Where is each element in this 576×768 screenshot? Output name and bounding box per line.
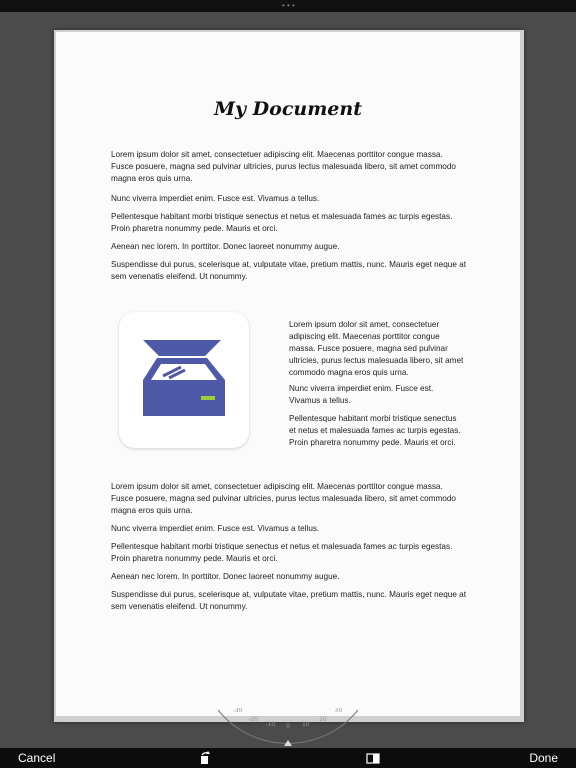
done-button[interactable]: Done: [529, 751, 558, 765]
paragraph: Pellentesque habitant morbi tristique senectus et netus et malesuada fames ac turpis egestas. Proin pharetra nonummy pede. Mauris et orci.: [289, 414, 461, 447]
paragraph: Lorem ipsum dolor sit amet, consectetuer adipiscing elit. Maecenas porttitor congue massa. Fusce posuere, magna sed pulvinar ultricies, purus lectus malesuada libero, sit amet commodo magna eros quis urna.: [289, 320, 464, 377]
paragraph: Pellentesque habitant morbi tristique senectus et netus et malesuada fames ac turpis egestas. Proin pharetra nonummy pede. Mauris et orci.: [111, 212, 453, 233]
dial-tick-label: 30: [334, 708, 343, 715]
scan-preview: [0, 12, 576, 748]
paragraph: Lorem ipsum dolor sit amet, consectetuer adipiscing elit. Maecenas porttitor congue massa. Fusce posuere, magna sed pulvinar ultricies, purus lectus malesuada libero, sit amet commodo magna eros quis urna.: [111, 150, 456, 183]
paragraph: Nunc viverra imperdiet enim. Fusce est. Vivamus a tellus.: [111, 524, 320, 533]
cancel-button[interactable]: Cancel: [18, 751, 56, 765]
document-title: My Document: [213, 98, 362, 120]
paragraph: Suspendisse dui purus, scelerisque at, vulputate vitae, pretium mattis, nunc. Mauris eget neque at sem venenatis eleifend. Ut nonummy.: [111, 590, 466, 611]
scanner-app-image: [119, 312, 249, 448]
dial-tick-label: -20: [248, 715, 259, 723]
dial-tick-label: 20: [319, 715, 327, 723]
scanner-icon: [141, 340, 227, 420]
bottom-toolbar: [0, 748, 576, 768]
paragraph: Nunc viverra imperdiet enim. Fusce est. Vivamus a tellus.: [111, 194, 320, 203]
scanned-page[interactable]: [56, 32, 520, 716]
rotate-icon[interactable]: [198, 751, 212, 768]
dial-tick-label: 10: [301, 721, 310, 729]
handle-dots: • • •: [282, 1, 295, 10]
dial-tick-label: -30: [232, 708, 243, 715]
paragraph: Aenean nec lorem. In porttitor. Donec laoreet nonummy augue.: [111, 572, 340, 581]
paragraph: Pellentesque habitant morbi tristique senectus et netus et malesuada fames ac turpis egestas. Proin pharetra nonummy pede. Mauris et orci.: [111, 542, 453, 563]
crop-icon[interactable]: [366, 753, 380, 767]
paragraph: Suspendisse dui purus, scelerisque at, vulputate vitae, pretium mattis, nunc. Mauris eget neque at sem venenatis eleifend. Ut nonummy.: [111, 260, 466, 281]
paragraph: Aenean nec lorem. In porttitor. Donec laoreet nonummy augue.: [111, 242, 340, 251]
status-bar: [0, 0, 576, 12]
dial-tick-label: -10: [265, 721, 276, 729]
dial-tick-label: 0: [286, 723, 290, 730]
paragraph: Nunc viverra imperdiet enim. Fusce est. Vivamus a tellus.: [289, 384, 434, 405]
rotation-dial[interactable]: [208, 708, 368, 752]
paragraph: Lorem ipsum dolor sit amet, consectetuer adipiscing elit. Maecenas porttitor congue massa. Fusce posuere, magna sed pulvinar ultricies, purus lectus malesuada libero, sit amet commodo magna eros quis urna.: [111, 482, 456, 515]
